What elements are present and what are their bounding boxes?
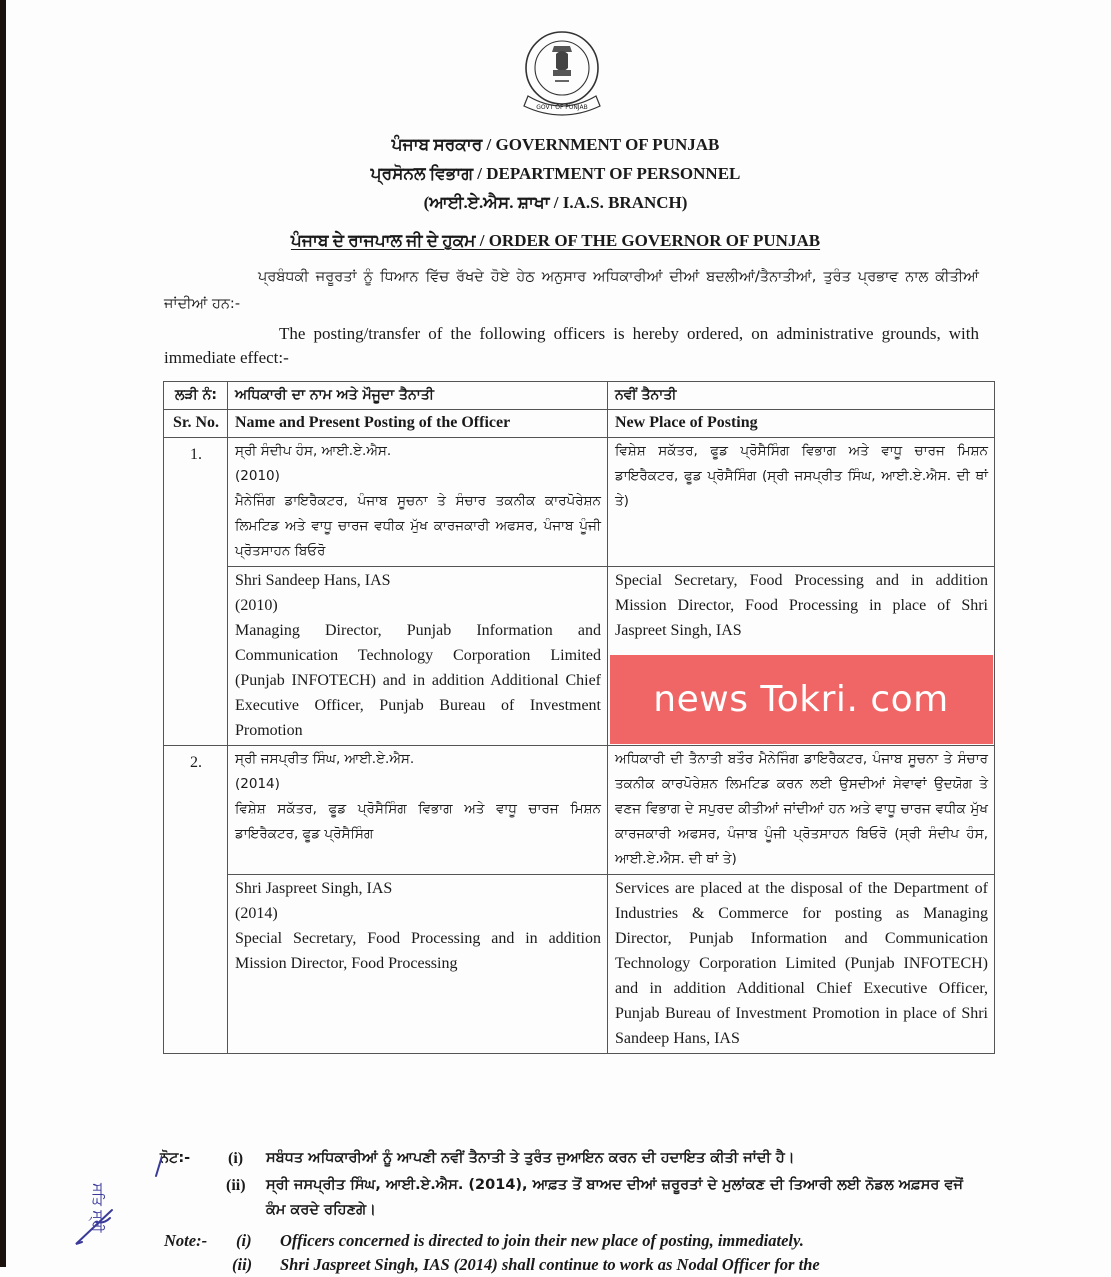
notes-section (160, 1146, 990, 1274)
present-posting-pa (228, 438, 608, 567)
government-emblem (518, 24, 606, 130)
present-designation-pa: ਮੈਨੇਜਿੰਗ ਡਾਇਰੈਕਟਰ, ਪੰਜਾਬ ਸੂਚਨਾ ਤੇ ਸੰਚਾਰ ਤਕਨੀਕ ਕਾਰਪੋਰੇਸ਼ਨ ਲਿਮਟਿਡ ਅਤੇ ਵਾਧੂ ਚਾਰਜ ਵਧੀਕ ਮੁੱਖ ਕਾਰਜਕਾਰੀ ਅਫਸਰ, ਪੰਜਾਬ ਪੂੰਜੀ ਪ੍ਰੋਤਸਾਹਨ ਬਿਓਰੋ (235, 493, 601, 559)
table-row (164, 746, 995, 875)
officer-batch: (2010) (235, 597, 278, 614)
note-en-2-number: (ii) (232, 1255, 253, 1274)
note-label-pa: ਨੋਟ:- (160, 1150, 191, 1166)
note-en-1-text: Officers concerned is directed to join their new place of posting, immediately. (280, 1231, 804, 1250)
header-department: ਪ੍ਰਸੋਨਲ ਵਿਭਾਗ / DEPARTMENT OF PERSONNEL (370, 164, 741, 183)
serial-number: 2. (164, 746, 228, 1054)
new-posting-pa: ਵਿਸ਼ੇਸ਼ ਸਕੱਤਰ, ਫੂਡ ਪ੍ਰੋਸੈਸਿੰਗ ਵਿਭਾਗ ਅਤੇ ਵਾਧੂ ਚਾਰਜ ਮਿਸ਼ਨ ਡਾਇਰੈਕਟਰ, ਫੂਡ ਪ੍ਰੋਸੈਸਿੰਗ (ਸ੍ਰੀ ਜਸਪ੍ਰੀਤ ਸਿੰਘ, ਆਈ.ਏ.ਐਸ. ਦੀ ਥਾਂ ਤੇ) (608, 438, 995, 567)
order-title: ਪੰਜਾਬ ਦੇ ਰਾਜਪਾਲ ਜੀ ਦੇ ਹੁਕਮ / ORDER OF THE GOVERNOR OF PUNJAB (290, 231, 821, 250)
officer-name-pa: ਸ੍ਰੀ ਸੰਦੀਪ ਹੰਸ, ਆਈ.ਏ.ਐਸ. (235, 443, 392, 459)
officer-name-en: Shri Jaspreet Singh, IAS (235, 880, 393, 897)
header-present-posting-pa: ਅਧਿਕਾਰੀ ਦਾ ਨਾਮ ਅਤੇ ਮੌਜੂਦਾ ਤੈਨਾਤੀ (228, 382, 608, 410)
header-branch: (ਆਈ.ਏ.ਐਸ. ਸ਼ਾਖਾ / I.A.S. BRANCH) (423, 193, 688, 212)
handwritten-initials: ਸਤਿ ਸ੍ਰੀ (89, 1183, 105, 1233)
officer-batch: (2010) (235, 468, 280, 484)
officer-name-en: Shri Sandeep Hans, IAS (235, 572, 391, 589)
note-en-1-number: (i) (236, 1231, 252, 1250)
table-header-row-english (164, 410, 995, 438)
new-posting-pa: ਅਧਿਕਾਰੀ ਦੀ ਤੈਨਾਤੀ ਬਤੌਰ ਮੈਨੇਜਿੰਗ ਡਾਇਰੈਕਟਰ, ਪੰਜਾਬ ਸੂਚਨਾ ਤੇ ਸੰਚਾਰ ਤਕਨੀਕ ਕਾਰਪੋਰੇਸ਼ਨ ਲਿਮਟਿਡ ਕਰਨ ਲਈ ਉਸਦੀਆਂ ਸੇਵਾਵਾਂ ਉਦਯੋਗ ਤੇ ਵਣਜ ਵਿਭਾਗ ਦੇ ਸਪੁਰਦ ਕੀਤੀਆਂ ਜਾਂਦੀਆਂ ਹਨ ਅਤੇ ਵਾਧੂ ਚਾਰਜ ਵਧੀਕ ਮੁੱਖ ਕਾਰਜਕਾਰੀ ਅਫਸਰ, ਪੰਜਾਬ ਪੂੰਜੀ ਪ੍ਰੋਤਸਾਹਨ ਬਿਓਰੋ (ਸ੍ਰੀ ਸੰਦੀਪ ਹੰਸ, ਆਈ.ਏ.ਐਸ. ਦੀ ਥਾਂ ਤੇ) (608, 746, 995, 875)
note-pa-2-number: (ii) (226, 1177, 246, 1194)
header-government: ਪੰਜਾਬ ਸਰਕਾਰ / GOVERNMENT OF PUNJAB (391, 135, 720, 154)
serial-number: 1. (164, 438, 228, 746)
present-posting-en (228, 567, 608, 746)
table-row (164, 438, 995, 567)
present-posting-pa (228, 746, 608, 875)
new-posting-en: Services are placed at the disposal of the Department of Industries & Commerce for posting as Managing Director, Punjab Information and Communication Technology Corporation Limited (Punjab INFOTECH) and in addition Additional Chief Executive Officer, Punjab Bureau of Investment Promotion in place of Shri Sandeep Hans, IAS (608, 875, 995, 1054)
watermark-banner: news Tokri. com (610, 655, 993, 744)
note-pa-1-number: (i) (228, 1150, 244, 1167)
note-pa-1-text: ਸਬੰਧਤ ਅਧਿਕਾਰੀਆਂ ਨੂੰ ਆਪਣੀ ਨਵੀਂ ਤੈਨਾਤੀ ਤੇ ਤੁਰੰਤ ਜੁਆਇਨ ਕਰਨ ਦੀ ਹਦਾਇਤ ਕੀਤੀ ਜਾਂਦੀ ਹੈ। (266, 1150, 795, 1166)
header-new-posting-pa: ਨਵੀਂ ਤੈਨਾਤੀ (608, 382, 995, 410)
note-en-2-text: Shri Jaspreet Singh, IAS (2014) shall continue to work as Nodal Officer for the (280, 1255, 820, 1274)
table-row (164, 875, 995, 1054)
header-present-posting-en: Name and Present Posting of the Officer (228, 410, 608, 438)
officer-name-pa: ਸ੍ਰੀ ਜਸਪ੍ਰੀਤ ਸਿੰਘ, ਆਈ.ਏ.ਐਸ. (235, 751, 415, 767)
new-posting-en: Special Secretary, Food Processing and in addition Mission Director, Food Processing in place of Shri Jaspreet Singh, IAS (608, 567, 995, 746)
emblem-ribbon-text: GOVT OF PUNJAB (536, 104, 588, 111)
header-sr-no-en: Sr. No. (164, 410, 228, 438)
note-label-en: Note:- (164, 1231, 208, 1250)
header-new-posting-en: New Place of Posting (608, 410, 995, 438)
officer-batch: (2014) (235, 905, 278, 922)
present-designation-pa: ਵਿਸ਼ੇਸ਼ ਸਕੱਤਰ, ਫੂਡ ਪ੍ਰੋਸੈਸਿੰਗ ਵਿਭਾਗ ਅਤੇ ਵਾਧੂ ਚਾਰਜ ਮਿਸ਼ਨ ਡਾਇਰੈਕਟਰ, ਫੂਡ ਪ੍ਰੋਸੈਸਿੰਗ (235, 801, 601, 842)
lion-capital-icon (556, 51, 568, 71)
page-left-edge (0, 0, 6, 1267)
present-designation-en: Special Secretary, Food Processing and in addition Mission Director, Food Processing (235, 930, 601, 972)
officer-batch: (2014) (235, 776, 280, 792)
present-posting-en (228, 875, 608, 1054)
intro-punjabi: ਪ੍ਰਬੰਧਕੀ ਜਰੂਰਤਾਂ ਨੂੰ ਧਿਆਨ ਵਿੱਚ ਰੱਖਦੇ ਹੋਏ ਹੇਠ ਅਨੁਸਾਰ ਅਧਿਕਾਰੀਆਂ ਦੀਆਂ ਬਦਲੀਆਂ/ਤੈਨਾਤੀਆਂ, ਤੁਰੰਤ ਪ੍ਰਭਾਵ ਨਾਲ ਕੀਤੀਆਂ ਜਾਂਦੀਆਂ ਹਨ:- (164, 269, 979, 312)
note-pa-2-text: ਸ੍ਰੀ ਜਸਪ੍ਰੀਤ ਸਿੰਘ, ਆਈ.ਏ.ਐਸ. (2014), ਆਫ਼ਤ ਤੋਂ ਬਾਅਦ ਦੀਆਂ ਜ਼ਰੂਰਤਾਂ ਦੇ ਮੁਲਾਂਕਣ ਦੀ ਤਿਆਰੀ ਲਈ ਨੋਡਲ ਅਫ਼ਸਰ ਵਜੋਂ ਕੰਮ ਕਰਦੇ ਰਹਿਣਗੇ। (266, 1177, 964, 1218)
intro-english: The posting/transfer of the following officers is hereby ordered, on administrative grounds, with immediate effect:- (164, 324, 979, 367)
emblem-abacus (553, 70, 571, 76)
table-header-row-punjabi (164, 382, 995, 410)
present-designation-en: Managing Director, Punjab Information and Communication Technology Corporation Limited (Punjab INFOTECH) and in addition Additional Chief Executive Officer, Punjab Bureau of Investment Promotion (235, 622, 601, 739)
header-sr-no-pa: ਲੜੀ ਨੰ: (164, 382, 228, 410)
